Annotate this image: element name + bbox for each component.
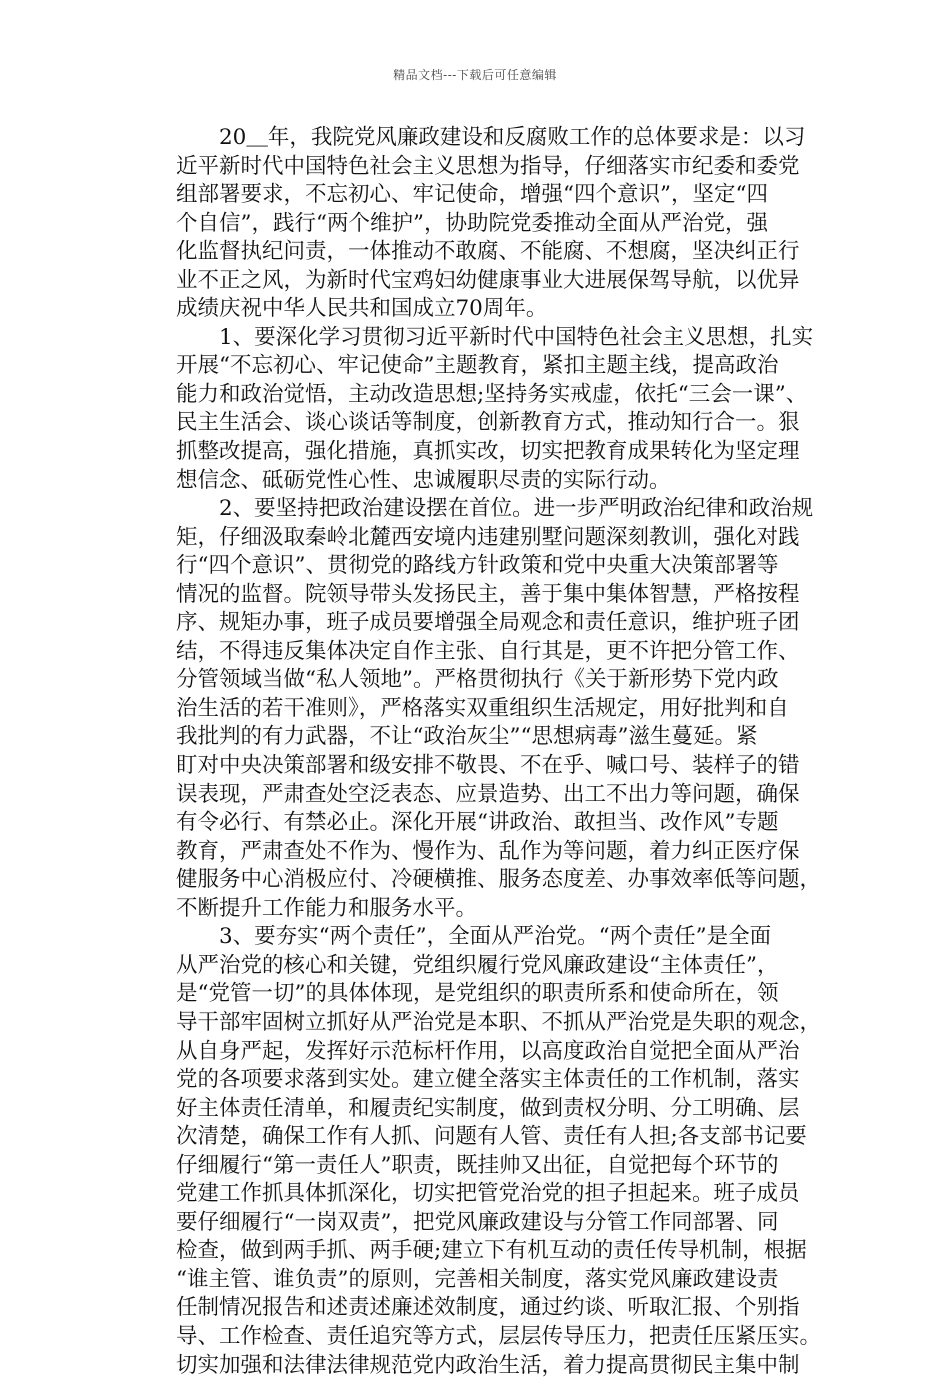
text-line: 从自身严起，发挥好示范标杆作用，以高度政治自觉把全面从严治 xyxy=(176,1038,800,1064)
paragraph-1 xyxy=(176,124,806,324)
text-line: 导干部牢固树立抓好从严治党是本职、不抓从严治党是失职的观念， xyxy=(176,1009,822,1035)
text-line: 矩，仔细汲取秦岭北麓西安境内违建别墅问题深刻教训，强化对践 xyxy=(176,524,800,550)
text-line: 党的各项要求落到实处。建立健全落实主体责任的工作机制，落实 xyxy=(176,1067,800,1093)
text-line: 1、要深化学习贯彻习近平新时代中国特色社会主义思想，扎实 xyxy=(176,324,814,350)
text-line: 是“党管一切”的具体体现，是党组织的职责所系和使命所在，领 xyxy=(176,981,779,1007)
text-line: 次清楚，确保工作有人抓、问题有人管、责任有人担;各支部书记要 xyxy=(176,1124,807,1150)
text-line: 20＿年，我院党风廉政建设和反腐败工作的总体要求是：以习 xyxy=(176,125,806,150)
text-line: 要仔细履行“一岗双责”，把党风廉政建设与分管工作同部署、同 xyxy=(176,1209,779,1235)
text-line: 想信念、砥砺党性心性、忠诚履职尽责的实际行动。 xyxy=(176,467,671,493)
text-line: 不断提升工作能力和服务水平。 xyxy=(176,895,478,921)
text-line: 切实加强和法律法律规范党内政治生活，着力提高贯彻民主集中制 xyxy=(176,1352,800,1378)
text-line: 个自信”，践行“两个维护”，协助院党委推动全面从严治党，强 xyxy=(176,210,768,236)
paragraph-3 xyxy=(176,495,822,923)
text-line: 序、规矩办事，班子成员要增强全局观念和责任意识，维护班子团 xyxy=(176,610,800,636)
text-line: 结，不得违反集体决定自作主张、自行其是，更不许把分管工作、 xyxy=(176,638,800,664)
text-line: 组部署要求，不忘初心、牢记使命，增强“四个意识”，坚定“四 xyxy=(176,182,768,208)
text-line: 能力和政治觉悟，主动改造思想;坚持务实戒虚，依托“三会一课”、 xyxy=(176,381,808,407)
text-line: 好主体责任清单，和履责纪实制度，做到责权分明、分工明确、层 xyxy=(176,1095,800,1121)
text-line: 分管领域当做“私人领地”。严格贯彻执行《关于新形势下党内政 xyxy=(176,667,779,693)
text-line: 党建工作抓具体抓深化，切实把管党治党的担子担起来。班子成员 xyxy=(176,1181,800,1207)
text-line: 教育，严肃查处不作为、慢作为、乱作为等问题，着力纠正医疗保 xyxy=(176,838,800,864)
text-line: 误表现，严肃查处空泛表态、应景造势、出工不出力等问题，确保 xyxy=(176,781,800,807)
paragraph-4 xyxy=(176,923,822,1380)
text-line: 化监督执纪问责，一体推动不敢腐、不能腐、不想腐，坚决纠正行 xyxy=(176,239,800,265)
text-line: 近平新时代中国特色社会主义思想为指导，仔细落实市纪委和委党 xyxy=(176,153,800,179)
text-line: 抓整改提高，强化措施，真抓实改，切实把教育成果转化为坚定理 xyxy=(176,439,800,465)
text-line: 3、要夯实“两个责任”，全面从严治党。“两个责任”是全面 xyxy=(176,924,772,950)
text-line: 检查，做到两手抓、两手硬;建立下有机互动的责任传导机制，根据 xyxy=(176,1238,807,1264)
text-line: 开展“不忘初心、牢记使命”主题教育，紧扣主题主线，提高政治 xyxy=(176,353,779,379)
text-line: 任制情况报告和述责述廉述效制度，通过约谈、听取汇报、个别指 xyxy=(176,1295,800,1321)
text-line: 有令必行、有禁必止。深化开展“讲政治、敢担当、改作风”专题 xyxy=(176,810,779,836)
page-header: 精品文档---下载后可任意编辑 xyxy=(393,68,557,82)
paragraph-2 xyxy=(176,324,814,495)
text-line: 业不正之风，为新时代宝鸡妇幼健康事业大进展保驾导航，以优异 xyxy=(176,267,800,293)
text-line: 健服务中心消极应付、冷硬横推、服务态度差、办事效率低等问题， xyxy=(176,867,822,893)
text-line: 从严治党的核心和关键，党组织履行党风廉政建设“主体责任”， xyxy=(176,952,779,978)
text-line: “谁主管、谁负责”的原则，完善相关制度，落实党风廉政建设责 xyxy=(176,1266,779,1292)
text-line: 民主生活会、谈心谈话等制度，创新教育方式，推动知行合一。狠 xyxy=(176,410,800,436)
text-line: 行“四个意识”、贯彻党的路线方针政策和党中央重大决策部署等 xyxy=(176,553,779,579)
text-line: 仔细履行“第一责任人”职责，既挂帅又出征，自觉把每个环节的 xyxy=(176,1152,779,1178)
text-line: 导、工作检查、责任追究等方式，层层传导压力，把责任压紧压实。 xyxy=(176,1323,822,1349)
text-line: 成绩庆祝中华人民共和国成立70周年。 xyxy=(176,296,548,322)
document-body xyxy=(176,124,822,1380)
text-line: 盯对中央决策部署和级安排不敬畏、不在乎、喊口号、装样子的错 xyxy=(176,753,800,779)
text-line: 我批判的有力武器，不让“政治灰尘”“思想病毒”滋生蔓延。紧 xyxy=(176,724,758,750)
text-line: 2、要坚持把政治建设摆在首位。进一步严明政治纪律和政治规 xyxy=(176,496,814,522)
text-line: 情况的监督。院领导带头发扬民主，善于集中集体智慧，严格按程 xyxy=(176,581,800,607)
text-line: 治生活的若干准则》，严格落实双重组织生活规定，用好批判和自 xyxy=(176,695,789,721)
